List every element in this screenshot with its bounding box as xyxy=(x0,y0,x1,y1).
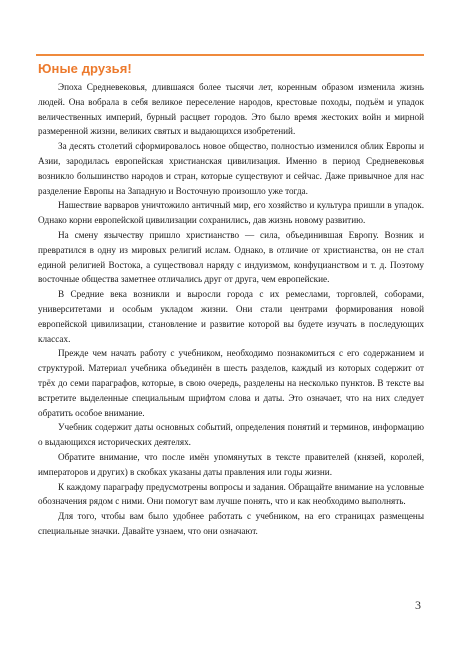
page-heading: Юные друзья! xyxy=(38,61,132,76)
body-text xyxy=(38,80,424,539)
paragraph-6: Прежде чем начать работу с учебником, необходимо познакомиться с его содержанием и структурой. Материал учебника объединён в шесть разделов, каждый из которых содержит от трёх до семи параграфов, которые, в свою очередь, разделены на несколько пунктов. В тексте вы встретите выделенные специальным шрифтом слова и даты. Это означает, что на них следует обратить особое внимание. xyxy=(38,348,424,418)
paragraph-9: К каждому параграфу предусмотрены вопросы и задания. Обращайте внимание на условные обозначения рядом с ними. Они помогут вам лучше понять, что и как необходимо выполнять. xyxy=(38,481,424,507)
top-divider xyxy=(36,54,424,56)
paragraph-1: Эпоха Средневековья, длившаяся более тысячи лет, коренным образом изменила жизнь людей. Она вобрала в себя великое переселение народов, крестовые походы, подъём и упадок величественных империй, бурный расцвет городов. Это было время жестоких войн и мирной размеренной жизни, великих святых и выдающихся изобретений. xyxy=(38,82,424,137)
paragraph-5: В Средние века возникли и выросли города с их ремеслами, торговлей, соборами, университетами и особым укладом жизни. Они стали центрами формирования новой европейской цивилизации, становление и развитие которой вы будете изучать в последующих классах. xyxy=(38,289,424,344)
page-number: 3 xyxy=(415,598,421,612)
paragraph-8: Обратите внимание, что после имён упомянутых в тексте правителей (князей, королей, императоров и других) в скобках указаны даты правления или годы жизни. xyxy=(38,451,424,477)
paragraph-7: Учебник содержит даты основных событий, определения понятий и терминов, информацию о выдающихся исторических деятелях. xyxy=(38,422,424,448)
paragraph-3: Нашествие варваров уничтожило античный мир, его хозяйство и культура пришли в упадок. Однако корни европейской цивилизации сохранились, дав жизнь новому развитию. xyxy=(38,200,424,226)
paragraph-2: За десять столетий сформировалось новое общество, полностью изменился облик Европы и Азии, зародилась европейская христианская цивилизация. Именно в период Средневековья возникло большинство народов и стран, которые существуют и сейчас. Даже привычное для нас разделение Европы на Западную и Восточную произошло уже тогда. xyxy=(38,141,424,196)
paragraph-4: На смену язычеству пришло христианство — сила, объединившая Европу. Возник и превратился в одну из мировых религий ислам. Однако, в отличие от христианства, он не стал единой религией Востока, а существовал наряду с индуизмом, конфуцианством и т. д. Поэтому восточные общества заметнее отличались друг от друга, чем европейские. xyxy=(38,229,424,285)
paragraph-10: Для того, чтобы вам было удобнее работать с учебником, на его страницах размещены специальные значки. Давайте узнаем, что они означают. xyxy=(38,511,424,536)
